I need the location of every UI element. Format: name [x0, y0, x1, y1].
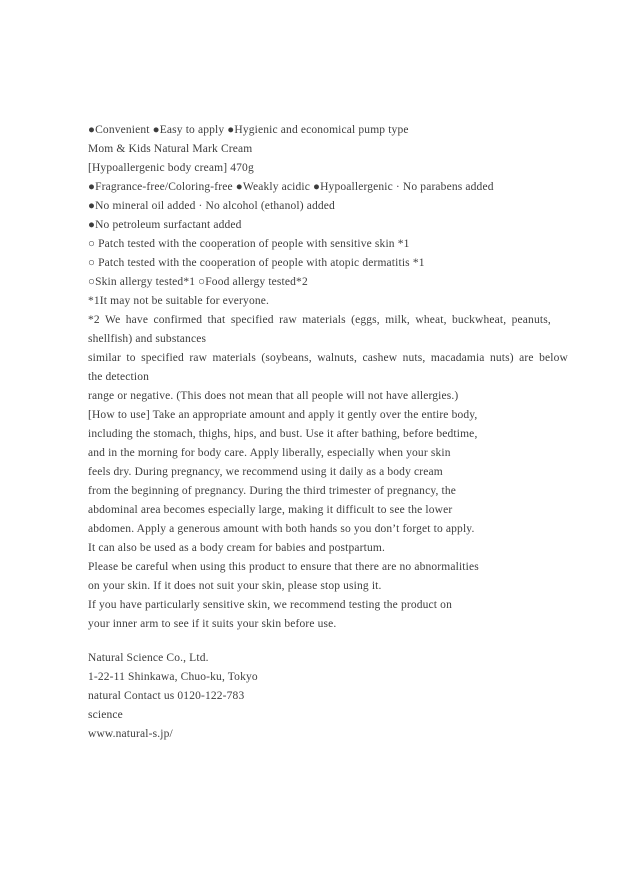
- body-text-line: shellfish) and substances: [88, 333, 207, 345]
- body-text-line: feels dry. During pregnancy, we recommend using it daily as a body cream: [88, 466, 443, 478]
- body-text-line: ○ Patch tested with the cooperation of people with atopic dermatitis *1: [88, 257, 425, 269]
- body-text-line: [Hypoallergenic body cream] 470g: [88, 162, 254, 174]
- body-text-line: similar to specified raw materials (soybeans, walnuts, cashew nuts, macadamia nuts) are below: [88, 352, 568, 364]
- body-text-line: from the beginning of pregnancy. During the third trimester of pregnancy, the: [88, 485, 457, 497]
- body-text-line: Mom & Kids Natural Mark Cream: [88, 143, 253, 155]
- product-description-paragraph: [88, 121, 568, 634]
- paragraph-gap: [88, 634, 550, 649]
- body-text-line: abdomen. Apply a generous amount with both hands so you don’t forget to apply.: [88, 523, 475, 535]
- body-text-line: If you have particularly sensitive skin, we recommend testing the product on: [88, 599, 452, 611]
- company-info-line: Natural Science Co., Ltd.: [88, 652, 209, 664]
- body-text-line: It can also be used as a body cream for babies and postpartum.: [88, 542, 386, 554]
- body-text-line: the detection: [88, 371, 150, 383]
- body-text-line: abdominal area becomes especially large, making it difficult to see the lower: [88, 504, 453, 516]
- body-text-line: your inner arm to see if it suits your skin before use.: [88, 618, 337, 630]
- company-info-block: [88, 649, 550, 744]
- company-info-line: www.natural-s.jp/: [88, 728, 173, 740]
- body-text-line: [How to use] Take an appropriate amount and apply it gently over the entire body,: [88, 409, 478, 421]
- company-info-line: 1-22-11 Shinkawa, Chuo-ku, Tokyo: [88, 671, 258, 683]
- body-text-line: ●Convenient ●Easy to apply ●Hygienic and economical pump type: [88, 124, 409, 136]
- body-text-line: *2 We have confirmed that specified raw materials (eggs, milk, wheat, buckwheat, peanuts,: [88, 314, 551, 326]
- company-info-line: natural Contact us 0120-122-783: [88, 690, 245, 702]
- body-text-line: ●No mineral oil added · No alcohol (ethanol) added: [88, 200, 335, 212]
- body-text-line: on your skin. If it does not suit your skin, please stop using it.: [88, 580, 382, 592]
- body-text-line: Please be careful when using this product to ensure that there are no abnormalities: [88, 561, 479, 573]
- body-text-line: ●Fragrance-free/Coloring-free ●Weakly acidic ●Hypoallergenic · No parabens added: [88, 181, 494, 193]
- body-text-line: range or negative. (This does not mean that all people will not have allergies.): [88, 390, 459, 402]
- document-page: [88, 121, 568, 744]
- body-text-line: ○ Patch tested with the cooperation of people with sensitive skin *1: [88, 238, 410, 250]
- body-text-line: *1It may not be suitable for everyone.: [88, 295, 270, 307]
- body-text-line: ○Skin allergy tested*1 ○Food allergy tested*2: [88, 276, 308, 288]
- body-text-line: and in the morning for body care. Apply liberally, especially when your skin: [88, 447, 451, 459]
- body-text-line: ●No petroleum surfactant added: [88, 219, 242, 231]
- company-info-line: science: [88, 709, 123, 721]
- body-text-line: including the stomach, thighs, hips, and bust. Use it after bathing, before bedtime,: [88, 428, 478, 440]
